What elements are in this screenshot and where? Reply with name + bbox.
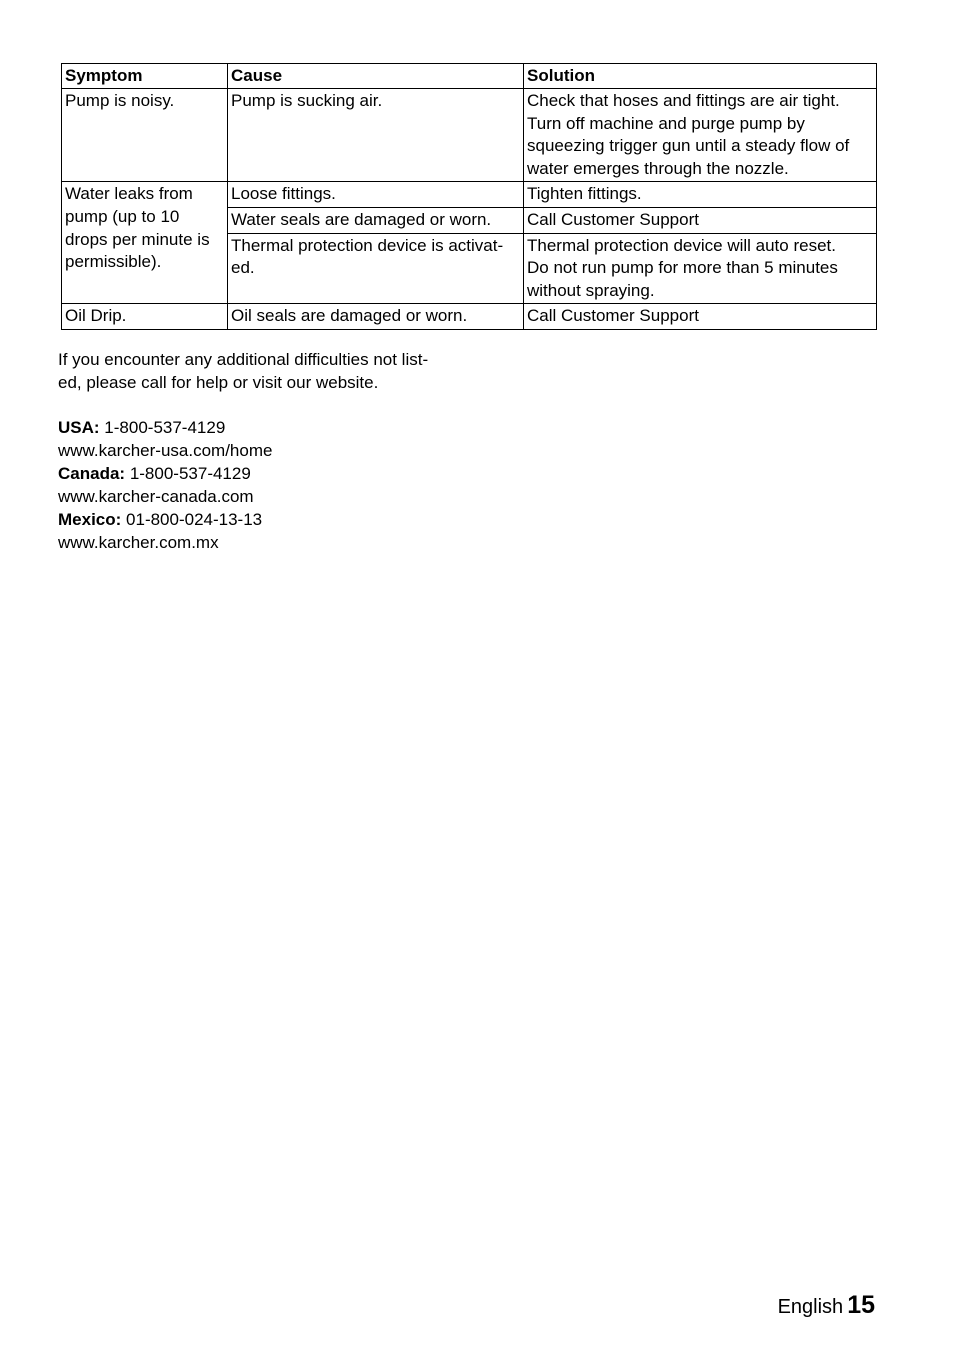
contact-usa-website: www.karcher-usa.com/home xyxy=(58,441,273,460)
contact-phone: 1-800-537-4129 xyxy=(129,464,251,483)
cause-cell xyxy=(228,182,524,208)
cause-cell: Oil seals are damaged or worn. xyxy=(228,304,524,330)
table-row xyxy=(62,89,877,182)
cause-cell xyxy=(228,233,524,304)
solution-line: Tighten fittings. xyxy=(527,184,642,204)
cause-cell xyxy=(228,207,524,233)
solution-line: Turn off machine and purge pump by xyxy=(527,113,805,133)
contact-usa-phone xyxy=(58,416,272,439)
table-row xyxy=(62,304,877,330)
contact-label: USA: xyxy=(58,418,100,437)
solution-line: water emerges through the nozzle. xyxy=(527,158,789,178)
symptom-line: drops per minute is xyxy=(65,229,210,249)
cause-line: Loose fittings. xyxy=(231,184,336,204)
contact-label: Canada: xyxy=(58,464,126,483)
cause-line: Thermal protection device is activat- xyxy=(231,235,504,255)
solution-line: Call Customer Support xyxy=(527,209,699,229)
contact-phone: 01-800-024-13-13 xyxy=(126,510,263,529)
solution-cell xyxy=(524,207,877,233)
header-solution: Solution xyxy=(524,64,877,89)
page-number: 15 xyxy=(847,1291,875,1319)
cause-line: ed. xyxy=(231,258,255,278)
symptom-line: permissible). xyxy=(65,252,162,272)
solution-cell xyxy=(524,182,877,208)
header-symptom: Symptom xyxy=(62,64,228,89)
solution-line: Thermal protection device will auto reset. xyxy=(527,235,836,255)
solution-line: squeezing trigger gun until a steady flow of xyxy=(527,136,850,156)
help-note xyxy=(58,348,428,394)
symptom-line: pump (up to 10 xyxy=(65,206,180,226)
cause-line: Water seals are damaged or worn. xyxy=(231,209,492,229)
contact-mexico-phone xyxy=(58,508,272,531)
solution-line: without spraying. xyxy=(527,280,655,300)
contact-label: Mexico: xyxy=(58,510,122,529)
solution-cell xyxy=(524,233,877,304)
solution-line: Call Customer Support xyxy=(527,306,699,326)
solution-cell xyxy=(524,89,877,182)
symptom-cell: Pump is noisy. xyxy=(62,89,228,182)
symptom-cell: Oil Drip. xyxy=(62,304,228,330)
table-header-row xyxy=(62,64,877,89)
contact-mexico-website: www.karcher.com.mx xyxy=(58,533,219,552)
solution-line: Do not run pump for more than 5 minutes xyxy=(527,258,838,278)
contact-canada-website: www.karcher-canada.com xyxy=(58,487,254,506)
help-note-line: ed, please call for help or visit our website. xyxy=(58,373,379,392)
table-row xyxy=(62,182,877,208)
contact-phone: 1-800-537-4129 xyxy=(104,418,226,437)
solution-line: Check that hoses and fittings are air tight. xyxy=(527,91,840,110)
symptom-line: Water leaks from xyxy=(65,184,193,204)
symptom-cell xyxy=(62,182,228,304)
page-footer xyxy=(778,1290,875,1322)
footer-language: English xyxy=(777,1296,844,1318)
troubleshooting-table xyxy=(61,63,877,330)
header-cause: Cause xyxy=(228,64,524,89)
help-note-line: If you encounter any additional difficulties not list- xyxy=(58,350,429,369)
cause-cell: Pump is sucking air. xyxy=(228,89,524,182)
contact-canada-phone xyxy=(58,462,272,485)
solution-cell xyxy=(524,304,877,330)
contact-list xyxy=(58,416,272,554)
